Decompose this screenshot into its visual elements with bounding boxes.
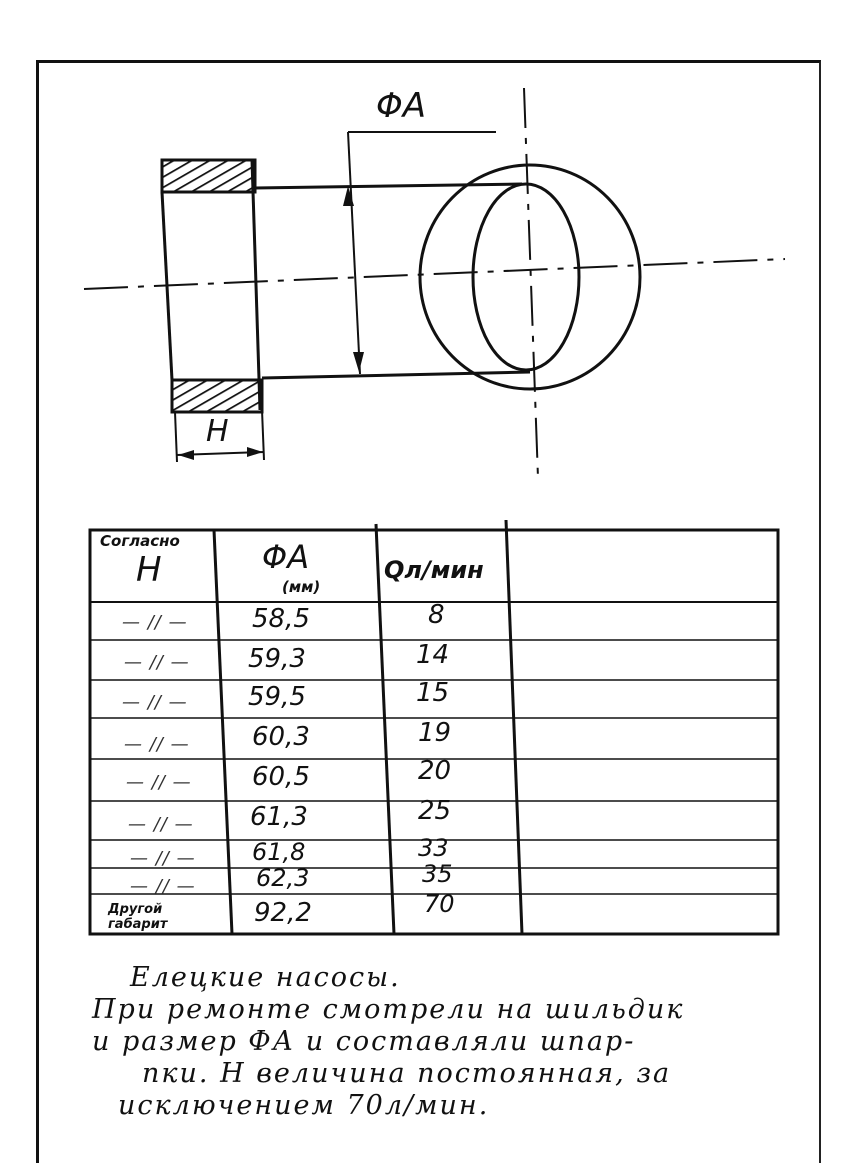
- center-line-vertical: [524, 88, 538, 478]
- note-line: При ремонте смотрели на шильдик: [92, 994, 685, 1025]
- hatched-band-top: [162, 160, 255, 192]
- label-height-h: H: [206, 414, 229, 449]
- row-h: — // —: [130, 848, 196, 869]
- row-diameter: 92,2: [254, 898, 312, 928]
- row-diameter: 58,5: [252, 604, 310, 634]
- note-line: и размер ФА и составляли шпар-: [92, 1026, 636, 1057]
- row-h: — // —: [124, 734, 190, 755]
- row-h: — // —: [122, 692, 188, 713]
- header-h: H: [136, 550, 162, 590]
- row-h: Другой габарит: [108, 902, 168, 932]
- inner-ellipse: [473, 184, 579, 370]
- row-h: — // —: [130, 876, 196, 897]
- note-line: исключением 70л/мин.: [118, 1090, 490, 1121]
- header-flow: Qл/мин: [384, 556, 484, 584]
- row-diameter: 61,3: [250, 802, 308, 832]
- row-flow: 8: [428, 600, 445, 630]
- row-flow: 35: [422, 860, 453, 888]
- row-h: — // —: [126, 772, 192, 793]
- row-flow: 33: [418, 834, 449, 862]
- row-diameter: 61,8: [252, 838, 306, 866]
- row-flow: 70: [424, 890, 455, 918]
- row-flow: 15: [416, 678, 450, 708]
- center-line-horizontal: [84, 259, 785, 289]
- row-flow: 20: [418, 756, 452, 786]
- hatched-band-bottom: [172, 380, 262, 412]
- outer-circle: [420, 165, 640, 389]
- row-h: — // —: [128, 814, 194, 835]
- row-diameter: 62,3: [256, 864, 310, 892]
- label-diameter-a: ΦA: [376, 86, 427, 126]
- row-flow: 14: [416, 640, 450, 670]
- row-diameter: 60,3: [252, 722, 310, 752]
- row-flow: 25: [418, 796, 452, 826]
- header-diameter: ΦA: [262, 538, 310, 576]
- row-diameter: 60,5: [252, 762, 310, 792]
- row-h: — // —: [124, 652, 190, 673]
- row-flow: 19: [418, 718, 452, 748]
- row-h: — // —: [122, 612, 188, 633]
- technical-drawing: [0, 0, 850, 510]
- row-diameter: 59,5: [248, 682, 306, 712]
- note-line: Елецкие насосы.: [130, 962, 401, 993]
- header-h-note: Согласно: [100, 532, 180, 550]
- row-diameter: 59,3: [248, 644, 306, 674]
- header-diameter-unit: (мм): [282, 578, 321, 596]
- note-line: пки. Н величина постоянная, за: [142, 1058, 672, 1089]
